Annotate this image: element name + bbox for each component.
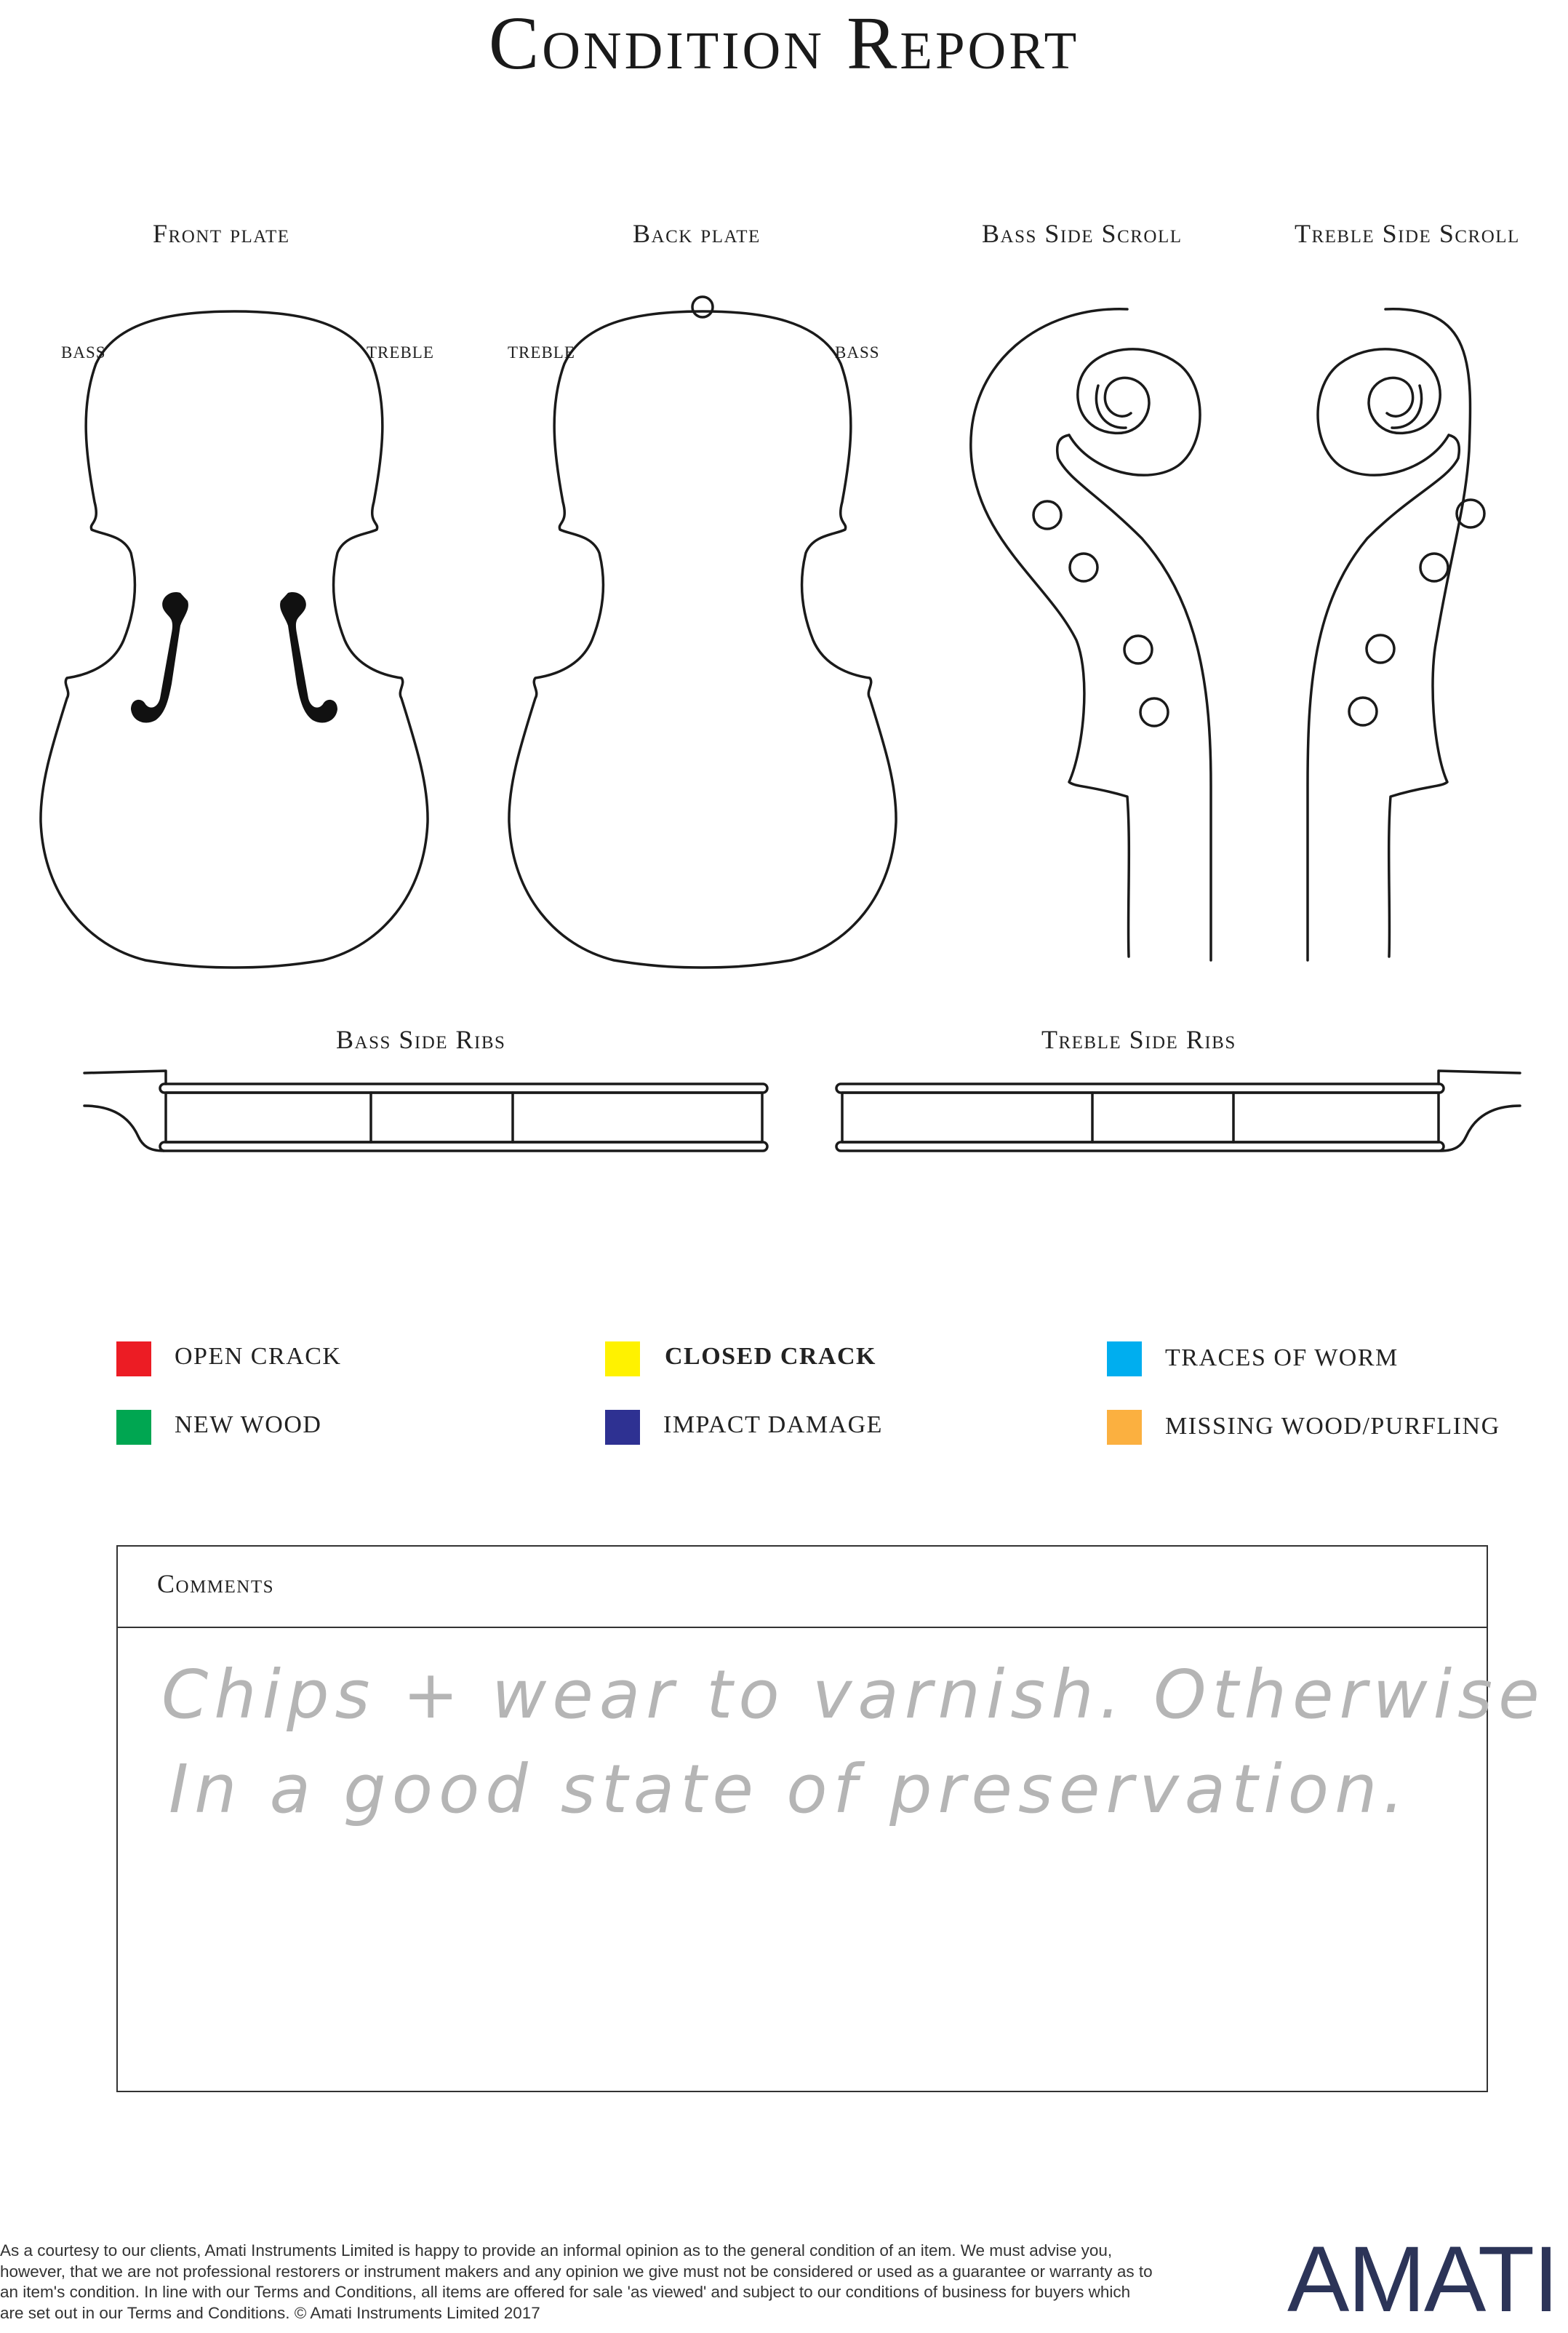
new-wood-label: NEW WOOD	[175, 1411, 322, 1438]
new-wood-swatch	[116, 1410, 151, 1445]
treble-side-ribs-label: Treble Side Ribs	[1041, 1025, 1236, 1054]
traces-of-worm-swatch	[1107, 1341, 1142, 1376]
comments-box	[116, 1545, 1545, 2092]
closed-crack-swatch	[605, 1341, 640, 1376]
bass-side-scroll-drawing	[971, 309, 1211, 960]
back-plate-label: Back plate	[633, 219, 761, 248]
comments-header	[118, 1547, 1487, 1628]
treble-side-ribs-drawing	[836, 1071, 1520, 1151]
front-treble-side-label: TREBLE	[367, 343, 434, 362]
bass-side-ribs-label: Bass Side Ribs	[336, 1025, 506, 1054]
back-treble-side-label: TREBLE	[508, 343, 575, 362]
front-plate-label: Front plate	[153, 219, 290, 248]
impact-damage-swatch	[605, 1410, 640, 1445]
amati-logo: AMATI	[1287, 2228, 1558, 2332]
page-title: Condition Report	[488, 1, 1080, 85]
comments-label: Comments	[157, 1569, 275, 1598]
missing-wood-swatch	[1107, 1410, 1142, 1445]
comment-line-2: In a good state of preservation.	[169, 1750, 1410, 1828]
open-crack-swatch	[116, 1341, 151, 1376]
disclaimer-text: As a courtesy to our clients, Amati Instruments Limited is happy to provide an informal opinion as to the general condition of an item. We must advise you, however, that we are not professional restorers or instrument makers and any opinion we give must not be considered or used as a guarantee or warranty as to an item's condition. In line with our Terms and Conditions, all items are offered for sale 'as viewed' and subject to our conditions of business for buyers which are set out in our Terms and Conditions. © Amati Instruments Limited 2017	[0, 2241, 1153, 2322]
bass-side-scroll-label: Bass Side Scroll	[982, 219, 1183, 248]
comment-line-1: Chips + wear to varnish. Otherwise	[161, 1656, 1545, 1734]
treble-side-scroll-label: Treble Side Scroll	[1295, 219, 1520, 248]
bass-side-ribs-drawing	[84, 1071, 767, 1151]
treble-side-scroll-drawing	[1308, 309, 1484, 960]
back-bass-side-label: BASS	[835, 343, 880, 362]
closed-crack-label: CLOSED CRACK	[665, 1343, 876, 1370]
traces-of-worm-label: TRACES OF WORM	[1165, 1344, 1399, 1371]
impact-damage-label: IMPACT DAMAGE	[663, 1411, 883, 1438]
front-bass-side-label: BASS	[61, 343, 106, 362]
open-crack-label: OPEN CRACK	[175, 1343, 342, 1370]
missing-wood-purfling-label: MISSING WOOD/PURFLING	[1165, 1413, 1500, 1440]
